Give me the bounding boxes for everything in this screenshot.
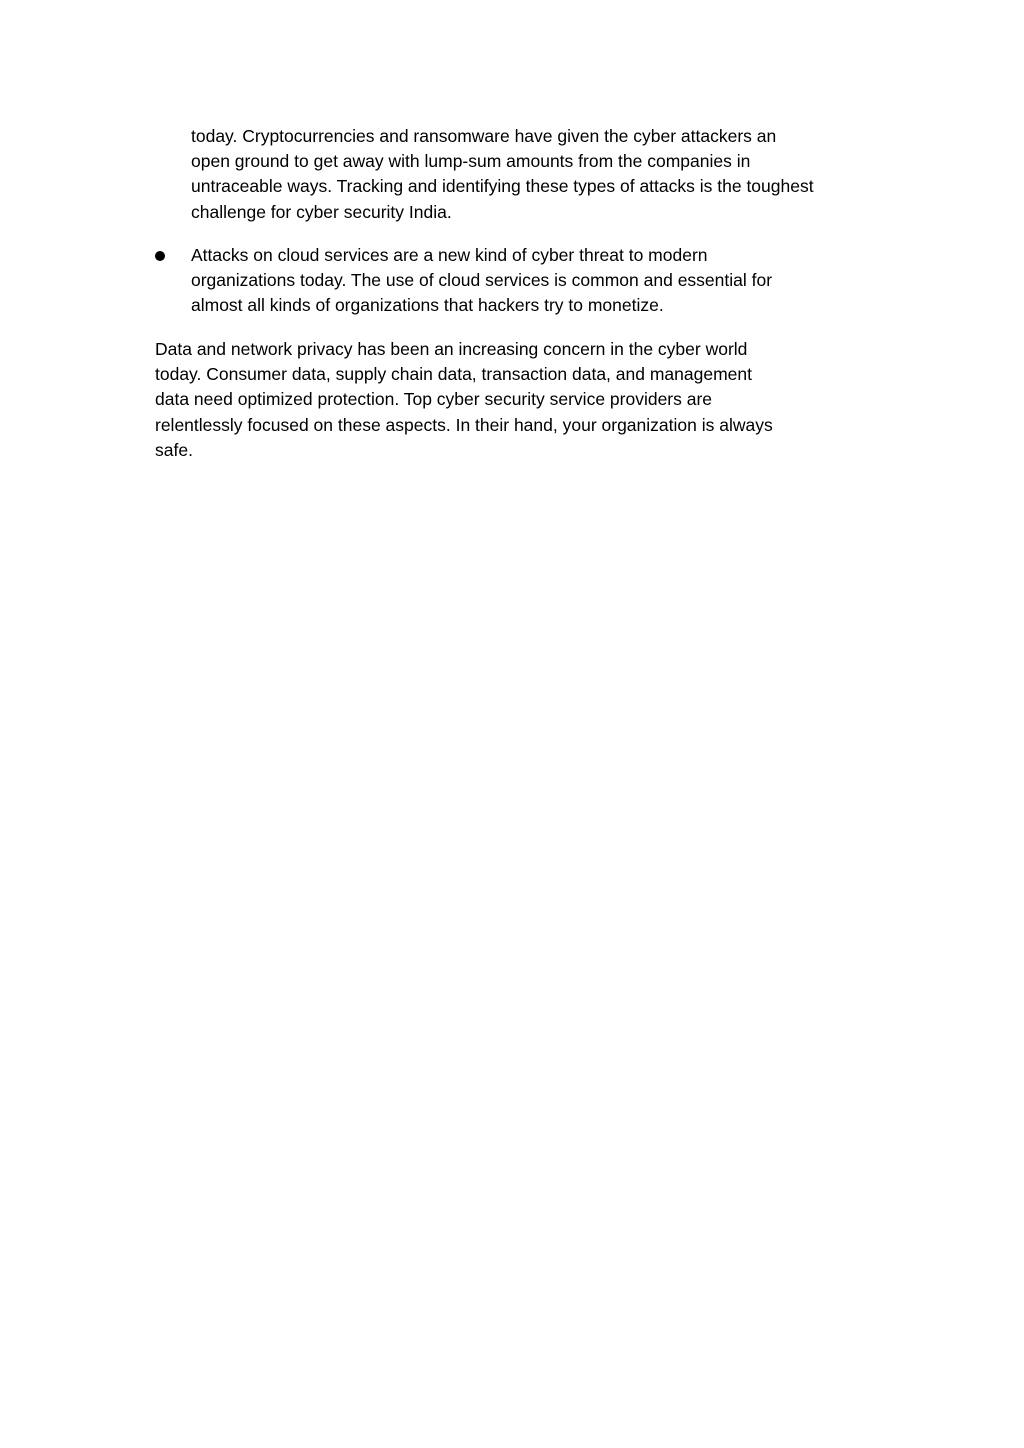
text-line: open ground to get away with lump-sum amounts from the companies in [191, 151, 751, 172]
text-line: almost all kinds of organizations that hackers try to monetize. [191, 295, 664, 316]
text-line: today. Consumer data, supply chain data, transaction data, and management [155, 364, 752, 385]
text-line: challenge for cyber security India. [191, 201, 452, 222]
bullet-text [191, 243, 772, 319]
text-line: organizations today. The use of cloud services is common and essential for [191, 270, 773, 291]
bullet-icon [155, 251, 165, 261]
text-line: Data and network privacy has been an increasing concern in the cyber world [155, 339, 748, 359]
text-line: safe. [155, 439, 193, 460]
text-line: untraceable ways. Tracking and identifying these types of attacks is the toughest [191, 176, 814, 197]
privacy-paragraph [155, 337, 773, 463]
text-line: data need optimized protection. Top cyber security service providers are [155, 389, 713, 410]
text-line: relentlessly focused on these aspects. In their hand, your organization is always [155, 414, 773, 435]
text-line: Attacks on cloud services are a new kind of cyber threat to modern [191, 245, 708, 265]
continued-bullet-text [191, 124, 814, 225]
text-line: today. Cryptocurrencies and ransomware have given the cyber attackers an [191, 126, 777, 146]
